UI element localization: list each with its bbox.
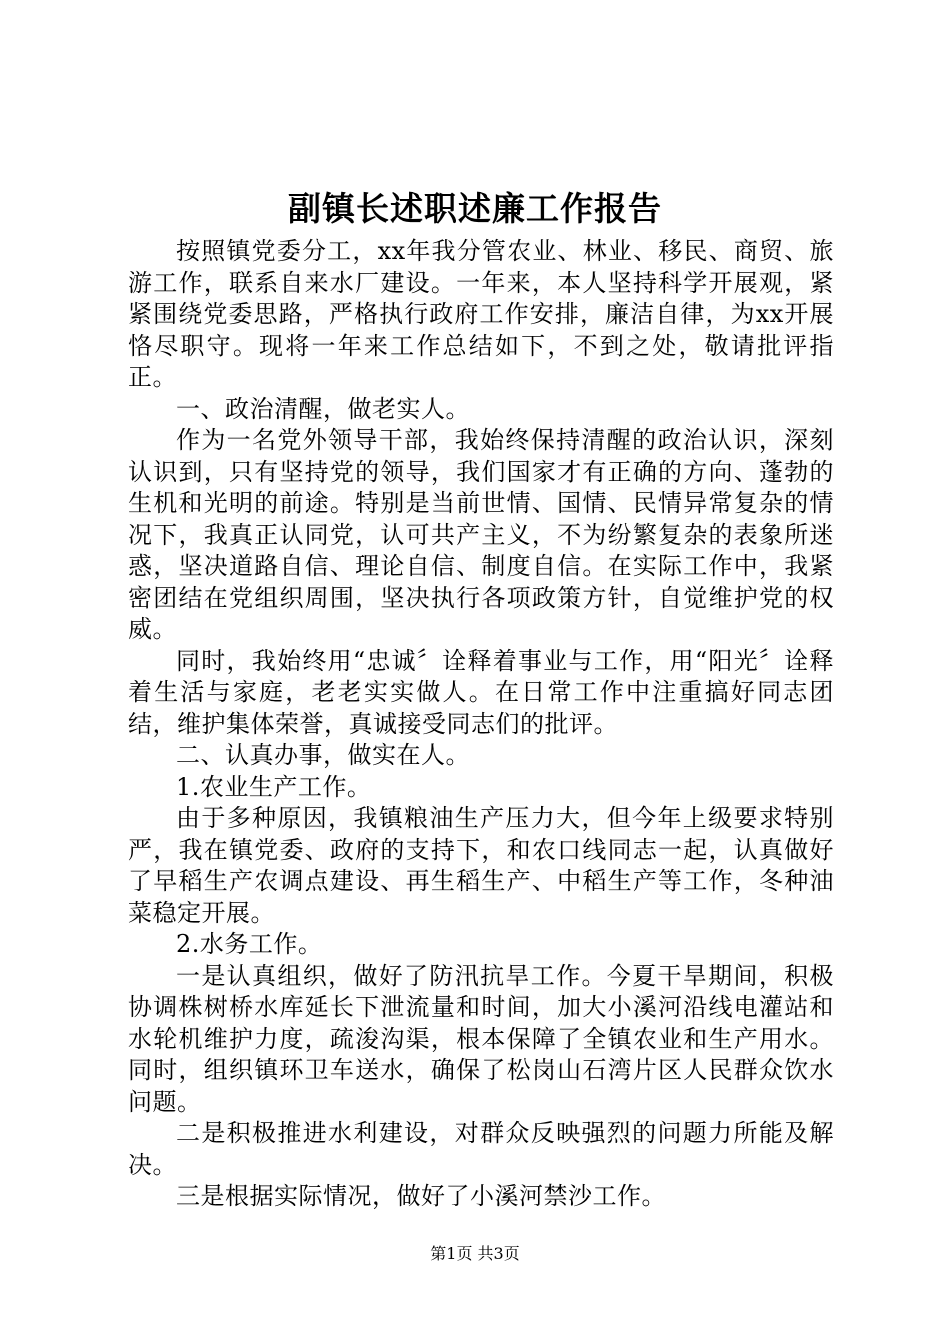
section-heading-2: 二、认真办事，做实在人。 [176, 741, 470, 769]
paragraph-loyalty: 同时，我始终用“忠诚〞诠释着事业与工作，用“阳光〞诠释着生活与家庭，老老实实做人。在日常工作中注重搞好同志团结，维护集体荣誉，真诚接受同志们的批评。 [128, 646, 834, 738]
page-number-footer: 第1页 共3页 [430, 1244, 520, 1263]
paragraph-agriculture: 由于多种原因，我镇粮油生产压力大，但今年上级要求特别严，我在镇党委、政府的支持下，和农口线同志一起，认真做好了早稻生产农调点建设、再生稻生产、中稻生产等工作，冬种油菜稳定开展。 [128, 804, 834, 927]
document-title: 副镇长述职述廉工作报告 [288, 189, 662, 228]
paragraph-water-2: 二是积极推进水利建设，对群众反映强烈的问题力所能及解决。 [128, 1119, 834, 1179]
section-heading-1: 一、政治清醒，做老实人。 [176, 394, 470, 423]
paragraph-water-3: 三是根据实际情况，做好了小溪河禁沙工作。 [176, 1182, 666, 1210]
paragraph-water-1: 一是认真组织，做好了防汛抗旱工作。今夏干旱期间，积极协调株树桥水库延长下泄流量和时间，加大小溪河沿线电灌站和水轮机维护力度，疏浚沟渠，根本保障了全镇农业和生产用水。同时，组织镇环卫车送水，确保了松岗山石湾片区人民群众饮水问题。 [128, 961, 834, 1116]
subheading-agriculture: 1.农业生产工作。 [176, 772, 372, 801]
paragraph-political: 作为一名党外领导干部，我始终保持清醒的政治认识，深刻认识到，只有坚持党的领导，我们国家才有正确的方向、蓬勃的生机和光明的前途。特别是当前世情、国情、民情异常复杂的情况下，我真正认同党，认可共产主义，不为纷繁复杂的表象所迷惑，坚决道路自信、理论自信、制度自信。在实际工作中，我紧密团结在党组织周围，坚决执行各项政策方针，自觉维护党的权威。 [128, 426, 834, 643]
subheading-water: 2.水务工作。 [176, 930, 323, 958]
paragraph-intro: 按照镇党委分工，xx年我分管农业、林业、移民、商贸、旅游工作，联系自来水厂建设。一年来，本人坚持科学开展观，紧紧围绕党委思路，严格执行政府工作安排，廉洁自律，为xx开展恪尽职守。现将一年来工作总结如下，不到之处，敬请批评指正。 [128, 237, 834, 391]
document-body [128, 236, 834, 1213]
